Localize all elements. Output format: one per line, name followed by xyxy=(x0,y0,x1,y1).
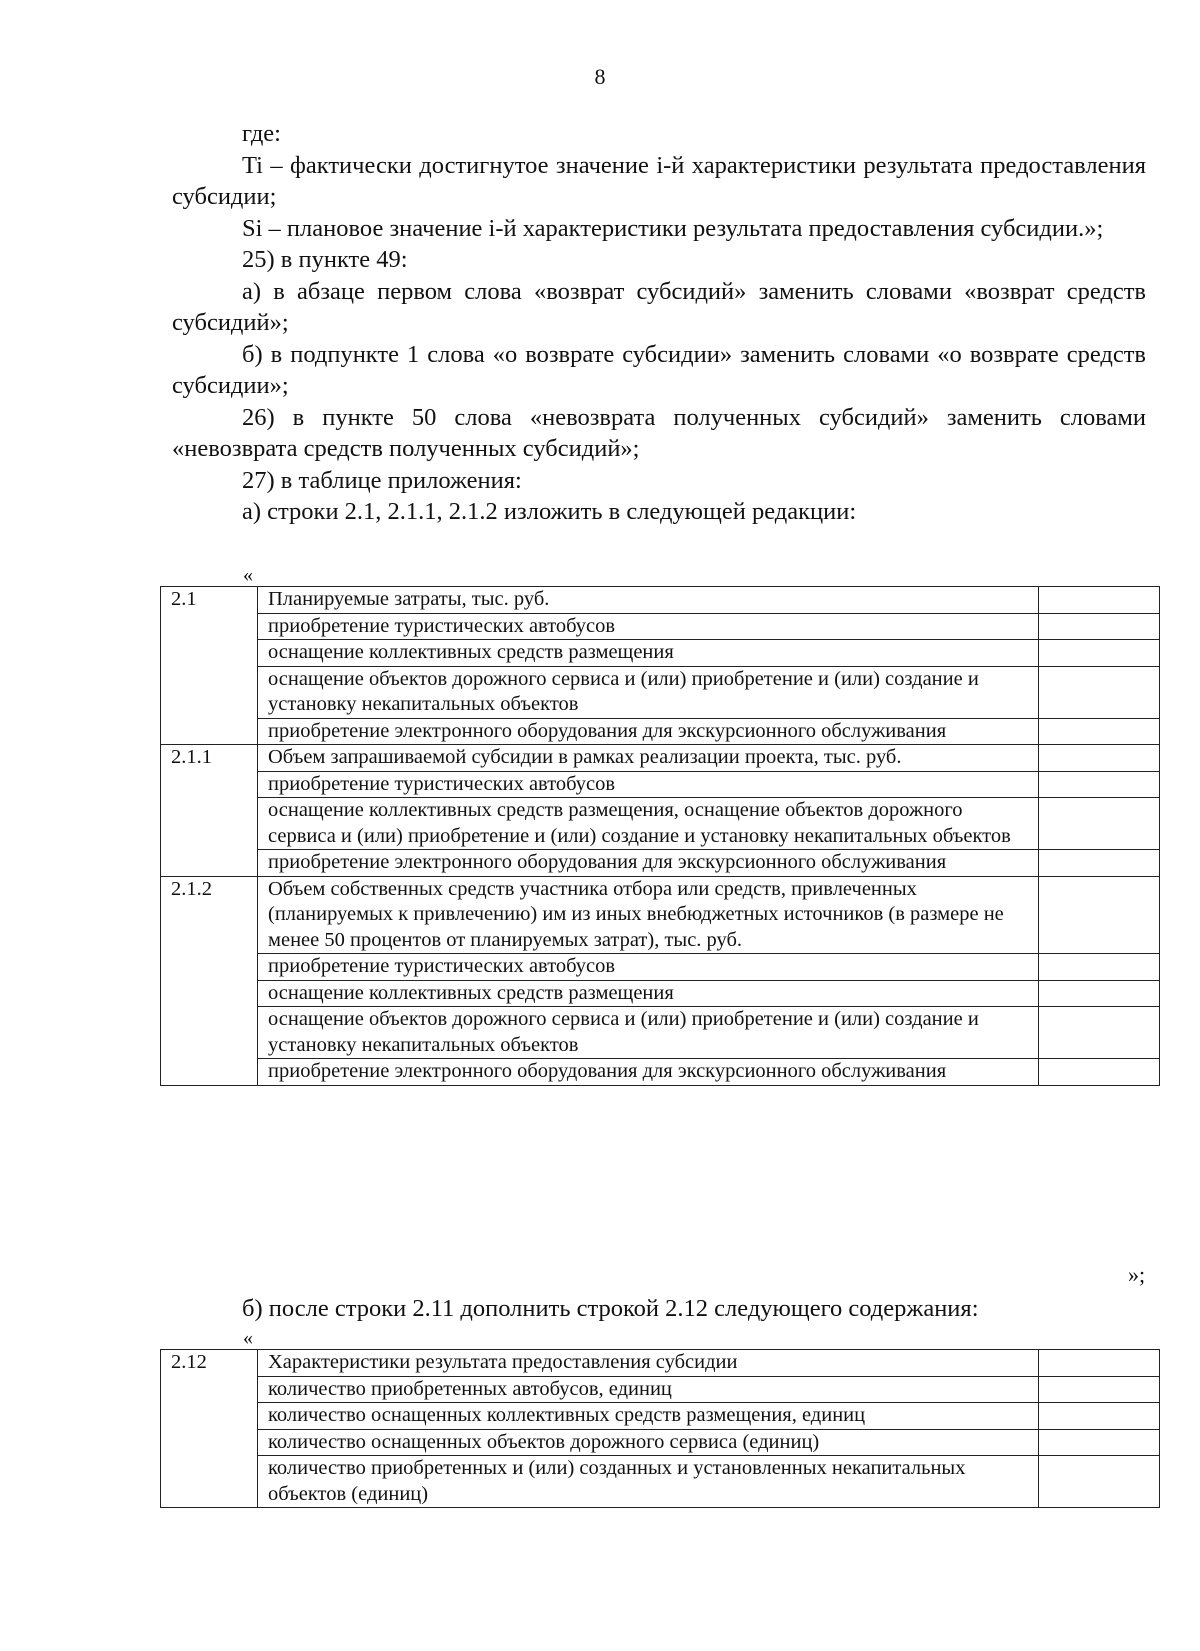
row-text-cell: оснащение объектов дорожного сервиса и (или) приобретение и (или) создание и установку некапитальных объектов xyxy=(258,1007,1039,1059)
row-text-cell: Планируемые затраты, тыс. руб. xyxy=(258,587,1039,614)
row-number-cell: 2.1 xyxy=(161,587,258,745)
row-text-cell: приобретение электронного оборудования для экскурсионного обслуживания xyxy=(258,1059,1039,1086)
value-cell xyxy=(1039,876,1160,954)
value-cell xyxy=(1039,640,1160,667)
value-cell xyxy=(1039,954,1160,981)
value-cell xyxy=(1039,666,1160,718)
paragraph-item-25a: а) в абзаце первом слова «возврат субсидий» заменить словами «возврат средств субсидий»; xyxy=(172,277,1146,336)
paragraph-where: где: xyxy=(242,120,281,147)
table-row xyxy=(161,745,1160,772)
opening-quote-a: « xyxy=(243,564,253,586)
table-row xyxy=(161,850,1160,877)
row-text-cell: оснащение коллективных средств размещения, оснащение объектов дорожного сервиса и (или) приобретение и (или) создание и установку некапитальных объектов xyxy=(258,798,1039,850)
row-number-cell: 2.12 xyxy=(161,1350,258,1508)
row-text-cell: оснащение коллективных средств размещения xyxy=(258,640,1039,667)
row-text-cell: оснащение объектов дорожного сервиса и (или) приобретение и (или) создание и установку некапитальных объектов xyxy=(258,666,1039,718)
row-text-cell: Характеристики результата предоставления субсидии xyxy=(258,1350,1039,1377)
table-row xyxy=(161,613,1160,640)
amendment-table-a xyxy=(160,586,1160,1086)
paragraph-item-26: 26) в пункте 50 слова «невозврата полученных субсидий» заменить словами «невозврата средств полученных субсидий»; xyxy=(172,403,1146,462)
table-row xyxy=(161,1059,1160,1086)
row-text-cell: количество оснащенных коллективных средств размещения, единиц xyxy=(258,1403,1039,1430)
opening-quote-b: « xyxy=(243,1327,253,1349)
value-cell xyxy=(1039,613,1160,640)
table-row xyxy=(161,1429,1160,1456)
table-row xyxy=(161,954,1160,981)
value-cell xyxy=(1039,718,1160,745)
row-text-cell: Объем запрашиваемой субсидии в рамках реализации проекта, тыс. руб. xyxy=(258,745,1039,772)
value-cell xyxy=(1039,1429,1160,1456)
paragraph-item-27: 27) в таблице приложения: xyxy=(242,466,522,494)
value-cell xyxy=(1039,1403,1160,1430)
value-cell xyxy=(1039,1059,1160,1086)
row-text-cell: количество приобретенных и (или) созданных и установленных некапитальных объектов (единиц) xyxy=(258,1456,1039,1508)
value-cell xyxy=(1039,1350,1160,1377)
body-text xyxy=(172,118,1146,528)
row-text-cell: приобретение туристических автобусов xyxy=(258,613,1039,640)
closing-quote-a: »; xyxy=(1128,1262,1146,1287)
table-row xyxy=(161,876,1160,954)
value-cell xyxy=(1039,587,1160,614)
paragraph-si-definition: Si – плановое значение i-й характеристики результата предоставления субсидии.»; xyxy=(242,214,1104,242)
table-row xyxy=(161,1350,1160,1377)
row-text-cell: приобретение туристических автобусов xyxy=(258,771,1039,798)
table-row xyxy=(161,798,1160,850)
row-number-cell: 2.1.1 xyxy=(161,745,258,877)
table-row xyxy=(161,980,1160,1007)
table-row xyxy=(161,1403,1160,1430)
value-cell xyxy=(1039,980,1160,1007)
value-cell xyxy=(1039,850,1160,877)
row-text-cell: приобретение электронного оборудования для экскурсионного обслуживания xyxy=(258,718,1039,745)
table-row xyxy=(161,1376,1160,1403)
value-cell xyxy=(1039,745,1160,772)
row-text-cell: Объем собственных средств участника отбора или средств, привлеченных (планируемых к привлечению) им из иных внебюджетных источников (в размере не менее 50 процентов от планируемых затрат), тыс. руб. xyxy=(258,876,1039,954)
table-row xyxy=(161,1456,1160,1508)
amendment-table-b xyxy=(160,1349,1160,1508)
value-cell xyxy=(1039,1376,1160,1403)
row-number-cell: 2.1.2 xyxy=(161,876,258,1085)
paragraph-item-27a: а) строки 2.1, 2.1.1, 2.1.2 изложить в следующей редакции: xyxy=(242,498,857,525)
value-cell xyxy=(1039,771,1160,798)
row-text-cell: оснащение коллективных средств размещения xyxy=(258,980,1039,1007)
row-text-cell: количество оснащенных объектов дорожного сервиса (единиц) xyxy=(258,1429,1039,1456)
row-text-cell: приобретение электронного оборудования для экскурсионного обслуживания xyxy=(258,850,1039,877)
value-cell xyxy=(1039,798,1160,850)
table-row xyxy=(161,1007,1160,1059)
paragraph-item-25: 25) в пункте 49: xyxy=(242,246,408,273)
table-row xyxy=(161,718,1160,745)
row-text-cell: количество приобретенных автобусов, единиц xyxy=(258,1376,1039,1403)
table-row xyxy=(161,771,1160,798)
table-row xyxy=(161,640,1160,667)
value-cell xyxy=(1039,1007,1160,1059)
table-row xyxy=(161,666,1160,718)
table-row xyxy=(161,587,1160,614)
value-cell xyxy=(1039,1456,1160,1508)
paragraph-item-25b: б) в подпункте 1 слова «о возврате субсидии» заменить словами «о возврате средств субсидии»; xyxy=(172,340,1146,399)
row-text-cell: приобретение туристических автобусов xyxy=(258,954,1039,981)
page-number: 8 xyxy=(594,64,606,89)
paragraph-ti-definition: Ti – фактически достигнутое значение i-й характеристики результата предоставления субсидии; xyxy=(172,151,1146,210)
paragraph-item-27b: б) после строки 2.11 дополнить строкой 2.12 следующего содержания: xyxy=(242,1295,979,1322)
